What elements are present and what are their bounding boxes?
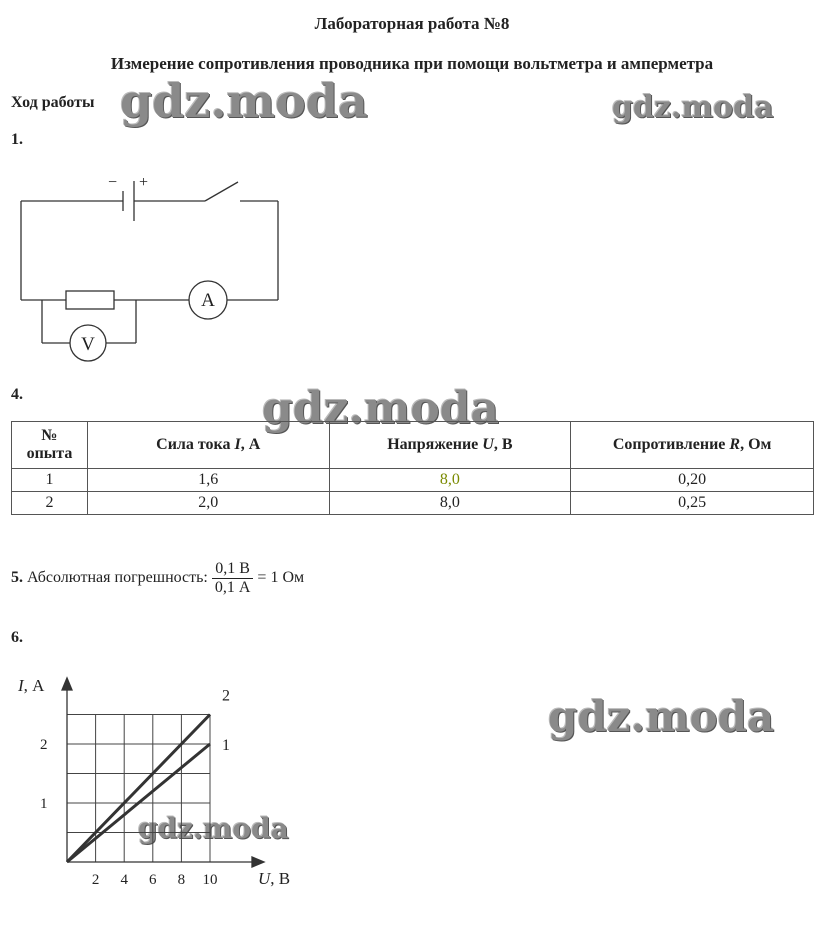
header-current: Сила тока I, А: [87, 422, 329, 469]
y-tick-label: 1: [40, 796, 48, 812]
table-row: [12, 492, 814, 515]
y-axis-arrow: [62, 678, 72, 690]
table-header-row: [12, 422, 814, 469]
series-label-1: 1: [222, 737, 230, 754]
x-tick-label: 8: [177, 872, 186, 888]
error-fraction: [212, 560, 254, 597]
cell-current: 1,6: [87, 469, 329, 492]
ammeter-label: A: [201, 290, 215, 311]
watermark: gdz.moda: [612, 90, 774, 125]
header-number-line2: опыта: [26, 445, 73, 462]
watermark: gdz.moda: [262, 383, 500, 434]
x-axis-arrow: [252, 857, 264, 867]
cell-resistance: 0,20: [571, 469, 814, 492]
switch-lever: [205, 182, 238, 201]
cell-voltage: 8,0: [329, 492, 571, 515]
error-result: = 1 Ом: [257, 569, 305, 587]
page-title: Лабораторная работа №8: [314, 14, 510, 33]
table-row: [12, 469, 814, 492]
battery-plus-sign: +: [139, 174, 149, 191]
chart-series: [67, 688, 230, 863]
cell-number: 1: [12, 469, 88, 492]
error-label: Абсолютная погрешность:: [27, 569, 208, 587]
header-voltage: Напряжение U, В: [329, 422, 571, 469]
x-axis-label: U, В: [258, 869, 291, 888]
x-tick-label: 4: [120, 872, 128, 888]
y-tick-label: 2: [40, 737, 48, 753]
error-denominator: 0,1 А: [214, 579, 251, 596]
error-numerator: 0,1 В: [212, 560, 254, 579]
cell-number: 2: [12, 492, 88, 515]
header-number-line1: №: [41, 427, 58, 444]
section-5-label: 5.: [11, 569, 23, 587]
header-number: [12, 422, 88, 469]
cell-resistance: 0,25: [571, 492, 814, 515]
section-6-label: 6.: [11, 629, 23, 646]
voltmeter-label: V: [81, 334, 95, 355]
watermark: gdz.moda: [548, 692, 775, 741]
watermark: gdz.moda: [120, 74, 368, 128]
x-tick-label: 6: [149, 872, 157, 888]
progress-label: Ход работы: [11, 94, 95, 111]
x-tick-label: 2: [91, 872, 100, 888]
resistor: [66, 291, 114, 309]
header-resistance: Сопротивление R, Ом: [571, 422, 814, 469]
series-label-2: 2: [222, 687, 230, 705]
battery-minus-sign: −: [108, 174, 118, 191]
error-line: [11, 560, 304, 597]
section-4-label: 4.: [11, 386, 23, 403]
cell-current: 2,0: [87, 492, 329, 515]
x-tick-label: 10: [202, 872, 218, 888]
page-subtitle: Измерение сопротивления проводника при помощи вольтметра и амперметра: [110, 54, 714, 73]
iv-chart: [0, 668, 320, 898]
circuit-diagram: [0, 165, 300, 365]
series-line-2: [67, 715, 210, 863]
measurements-table: [11, 421, 814, 515]
cell-voltage: 8,0: [329, 469, 571, 492]
section-1-label: 1.: [11, 131, 23, 148]
watermark: gdz.moda: [138, 812, 289, 845]
y-axis-label: I, А: [18, 676, 45, 695]
